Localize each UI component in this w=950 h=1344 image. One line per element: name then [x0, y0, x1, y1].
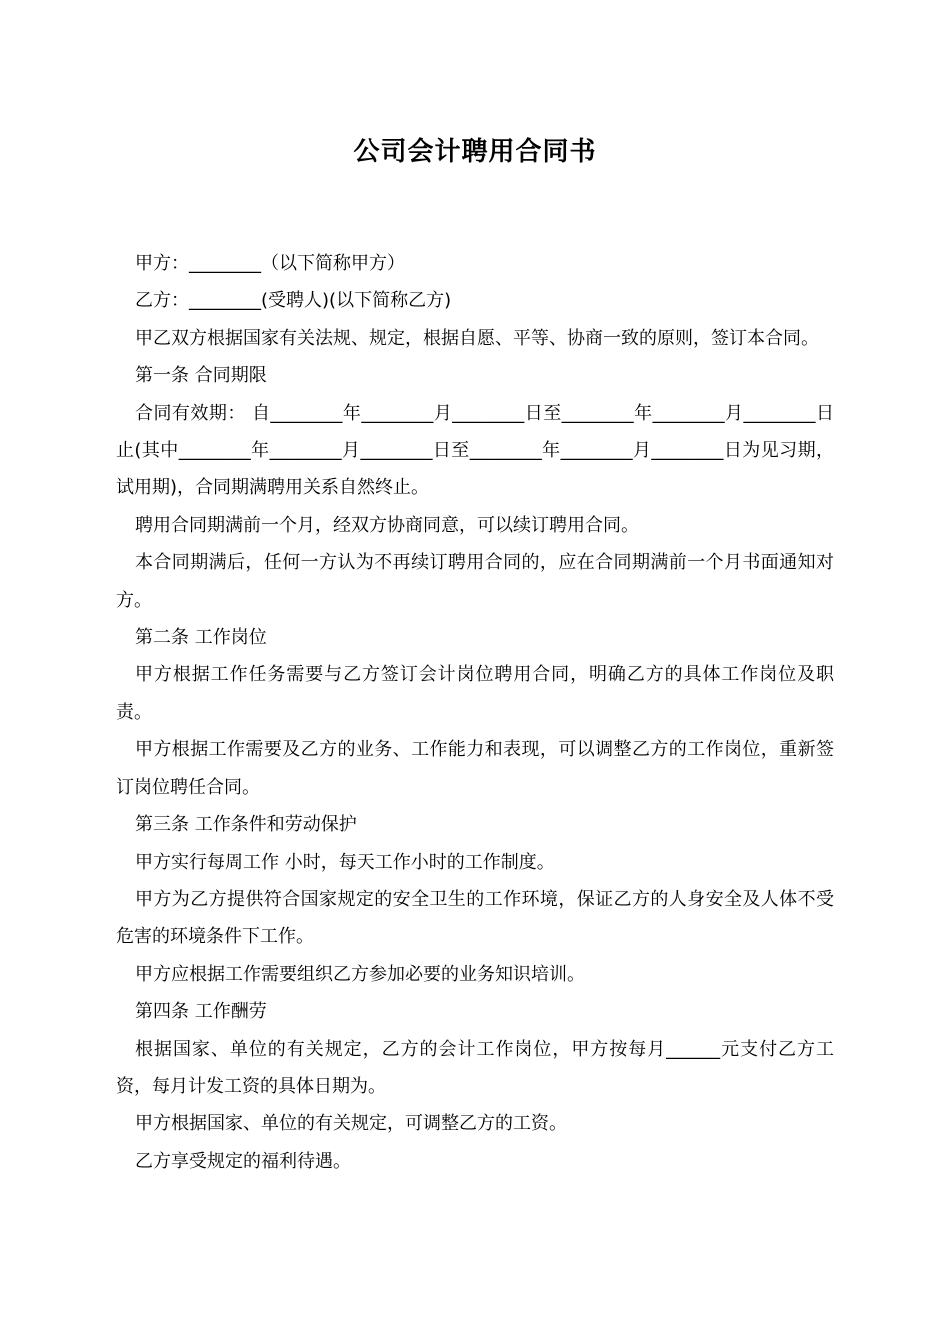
- position-adjust-paragraph: 甲方根据工作需要及乙方的业务、工作能力和表现，可以调整乙方的工作岗位，重新签订岗位聘任合同。: [116, 739, 834, 798]
- salary-adjust-paragraph: 甲方根据国家、单位的有关规定，可调整乙方的工资。: [135, 1113, 567, 1135]
- salary-paragraph: 根据国家、单位的有关规定，乙方的会计工作岗位，甲方按每月______元支付乙方工资，每月计发工资的具体日期为。: [116, 1038, 834, 1097]
- benefits-paragraph: 乙方享受规定的福利待遇。: [135, 1150, 351, 1172]
- party-a-line: 甲方：________（以下简称甲方）: [135, 253, 405, 274]
- article-2-heading: 第二条 工作岗位: [135, 627, 267, 649]
- article-3-heading: 第三条 工作条件和劳动保护: [135, 814, 357, 836]
- document-body: [116, 245, 834, 1180]
- work-environment-paragraph: 甲方为乙方提供符合国家规定的安全卫生的工作环境，保证乙方的人身安全及人体不受危害的环境条件下工作。: [116, 888, 834, 948]
- preamble-paragraph: 甲乙双方根据国家有关法规、规定，根据自愿、平等、协商一致的原则，签订本合同。: [135, 327, 819, 349]
- contract-term-paragraph: 合同有效期： 自________年________月________日至________年________月________日止(其中________年________月________日至________年________月________日为见习期，试用期)，合同期满聘用关系自然终止。: [116, 402, 834, 499]
- position-paragraph: 甲方根据工作任务需要与乙方签订会计岗位聘用合同，明确乙方的具体工作岗位及职责。: [116, 664, 834, 723]
- training-paragraph: 甲方应根据工作需要组织乙方参加必要的业务知识培训。: [135, 963, 585, 985]
- renewal-paragraph: 聘用合同期满前一个月，经双方协商同意，可以续订聘用合同。: [135, 514, 639, 536]
- article-4-heading: 第四条 工作酬劳: [135, 1001, 267, 1023]
- non-renewal-paragraph: 本合同期满后，任何一方认为不再续订聘用合同的，应在合同期满前一个月书面通知对方。: [116, 552, 834, 611]
- article-1-heading: 第一条 合同期限: [135, 365, 267, 387]
- working-hours-paragraph: 甲方实行每周工作 小时，每天工作小时的工作制度。: [135, 851, 555, 873]
- document-title: 公司会计聘用合同书: [353, 137, 597, 167]
- party-b-line: 乙方：________(受聘人)(以下简称乙方): [135, 290, 452, 312]
